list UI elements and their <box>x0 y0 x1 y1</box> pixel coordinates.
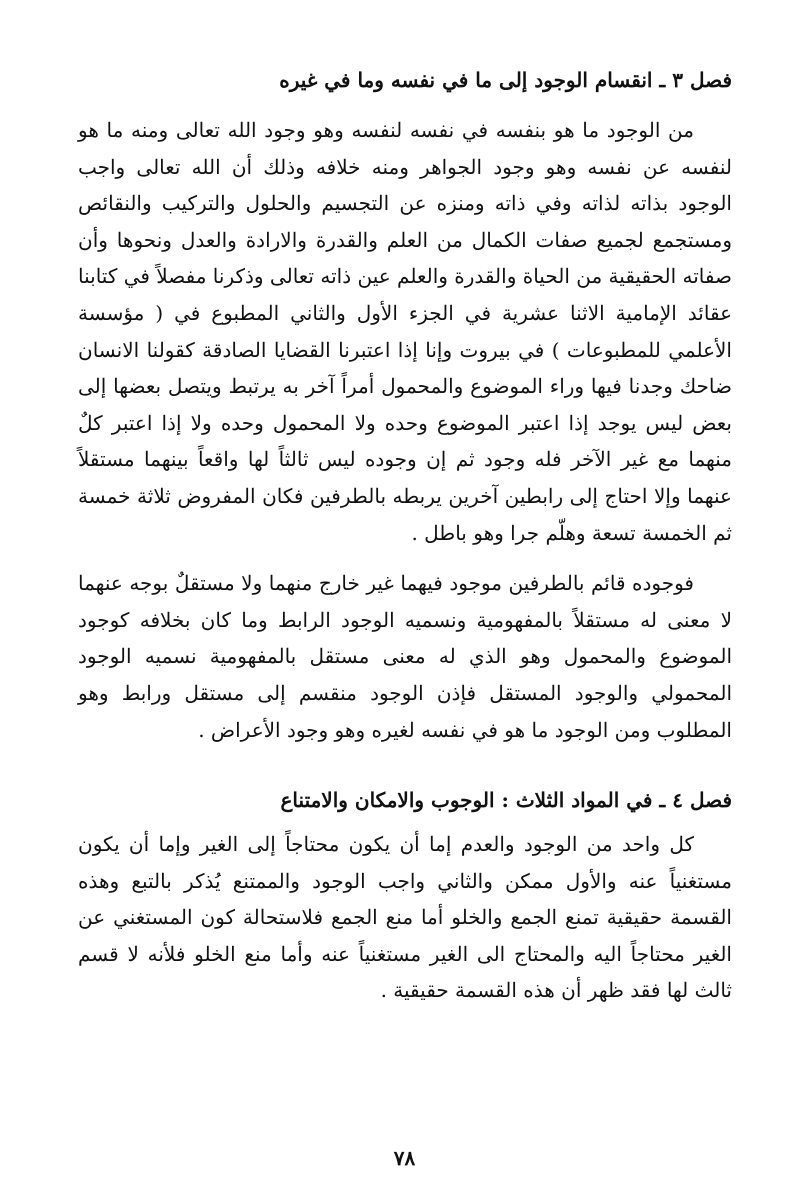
section-heading-3: فصل ٣ ـ انقسام الوجود إلى ما في نفسه وما في غيره <box>279 68 732 92</box>
page-number: ٧٨ <box>393 1146 416 1170</box>
paragraph: فوجوده قائم بالطرفين موجود فيهما غير خارج منهما ولا مستقلٌ بوجه عنهما لا معنى له مستقلاً بالمفهومية ونسميه الوجود الرابط وما كان بخلافه كوجود الموضوع والمحمول وهو الذي له معنى مستقل بالمفهومية نسميه الوجود المحمولي والوجود المستقل فإذن الوجود منقسم إلى مستقل ورابط وهو المطلوب ومن الوجود ما هو في نفسه لغيره وهو وجود الأعراض . <box>78 571 732 742</box>
section-heading-4: فصل ٤ ـ في المواد الثلاث : الوجوب والامكان والامتناع <box>280 788 732 813</box>
paragraph: من الوجود ما هو بنفسه في نفسه لنفسه وهو وجود الله تعالى ومنه ما هو لنفسه عن نفسه وهو وجود الجواهر ومنه خلافه وذلك أن الله تعالى واجب الوجود بذاته لذاته وفي ذاته ومنزه عن التجسيم والحلول والتركيب والنقائص ومستجمع لجميع صفات الكمال من العلم والقدرة والارادة والعدل ونحوها وأن صفاته الحقيقية من الحياة والقدرة والعلم عين ذاته تعالى وذكرنا مفصلاً في كتابنا عقائد الإمامية الاثنا عشرية في الجزء الأول والثاني المطبوع في ( مؤسسة الأعلمي للمطبوعات ) في بيروت وإنا إذا اعتبرنا القضايا الصادقة كقولنا الانسان ضاحك وجدنا فيها وراء الموضوع والمحمول أمراً آخر به يرتبط ويتصل بعضها إلى بعض ليس يوجد إذا اعتبر الموضوع وحده ولا المحمول وحده ولا إذا اعتبر كلٌ منهما مع غير الآخر فله وجود ثم إن وجوده ليس ثالثاً لها واقعاً بينهما مستقلاً عنهما وإلا احتاج إلى رابطين آخرين يربطه بالطرفين فكان المفروض ثلاثة خمسة ثم الخمسة تسعة وهلّم جرا وهو باطل . <box>78 118 732 545</box>
page-body <box>78 62 732 1009</box>
paragraph: كل واحد من الوجود والعدم إما أن يكون محتاجاً إلى الغير وإما أن يكون مستغنياً عنه والأول ممكن والثاني واجب الوجود والممتنع يُذكر بالتبع وهذه القسمة حقيقية تمنع الجمع والخلو أما منع الجمع فلاستحالة كون المستغني عن الغير محتاجاً اليه والمحتاج الى الغير مستغنياً عنه وأما منع الخلو فلأنه لا قسم ثالث لها فقد ظهر أن هذه القسمة حقيقية . <box>78 832 732 1003</box>
